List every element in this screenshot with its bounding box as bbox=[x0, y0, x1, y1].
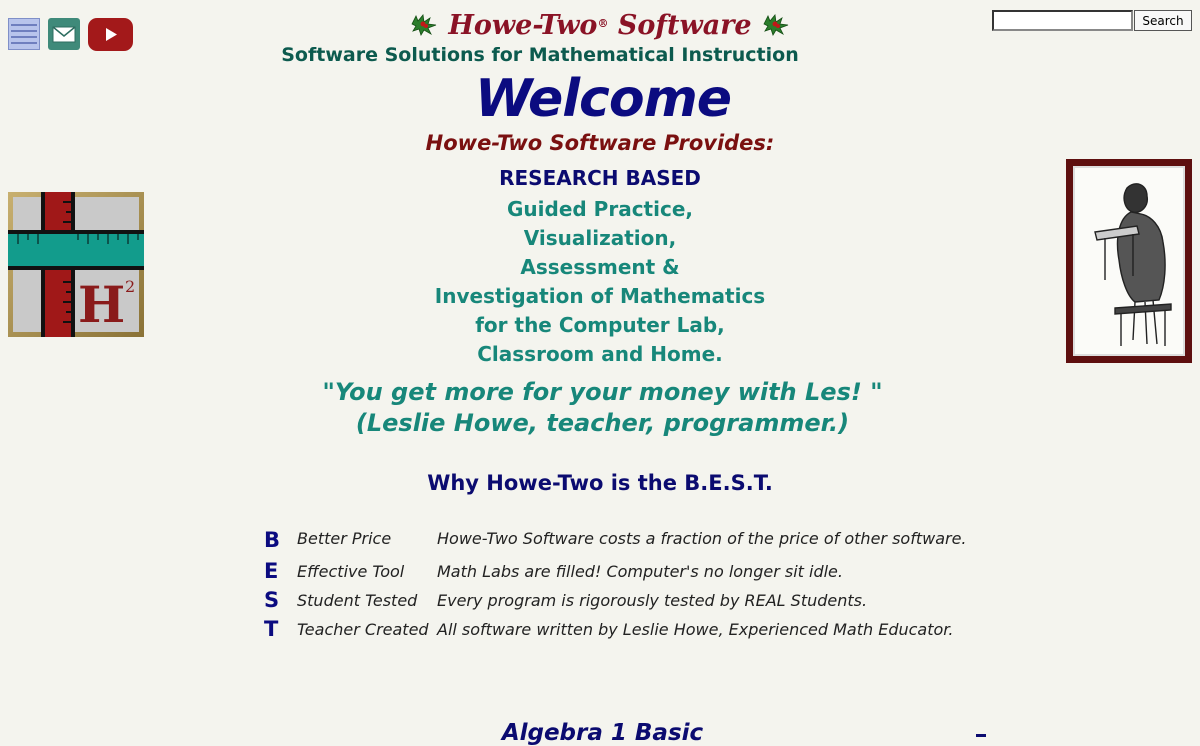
quote-attribution: (Leslie Howe, teacher, programmer.) bbox=[355, 409, 850, 437]
quote-line: "You get more for your money with Les! " bbox=[322, 378, 883, 406]
logo-exponent: 2 bbox=[125, 277, 136, 296]
feature-item: for the Computer Lab, bbox=[475, 313, 725, 337]
search-button[interactable]: Search bbox=[1134, 10, 1192, 31]
best-heading: Why Howe-Two is the B.E.S.T. bbox=[427, 471, 773, 495]
best-term: Teacher Created bbox=[297, 620, 429, 639]
best-row bbox=[0, 617, 1200, 645]
illustration-mat bbox=[1073, 166, 1185, 356]
best-description: All software written by Leslie Howe, Experienced Math Educator. bbox=[437, 620, 954, 639]
best-term: Student Tested bbox=[297, 591, 418, 610]
framed-illustration bbox=[1066, 159, 1192, 363]
best-description: Howe-Two Software costs a fraction of the price of other software. bbox=[437, 529, 967, 548]
best-term: Effective Tool bbox=[297, 562, 405, 581]
best-row bbox=[0, 559, 1200, 587]
best-letter: S bbox=[264, 588, 280, 612]
best-letter: B bbox=[264, 528, 281, 552]
best-row bbox=[0, 528, 1200, 556]
student-at-desk-illustration bbox=[1075, 168, 1183, 354]
algebra-section-heading[interactable]: Algebra 1 Basic bbox=[501, 720, 704, 746]
logo-letter: H bbox=[78, 275, 126, 334]
howe-two-logo[interactable] bbox=[8, 192, 144, 337]
brand-title bbox=[0, 8, 1200, 44]
registered-mark: ® bbox=[597, 17, 609, 30]
testimonial-quote bbox=[0, 377, 1200, 439]
best-row bbox=[0, 588, 1200, 616]
tagline: Software Solutions for Mathematical Instruction bbox=[281, 44, 799, 66]
best-letter: E bbox=[264, 559, 279, 583]
research-based-label: RESEARCH BASED bbox=[499, 166, 701, 190]
dash-mark bbox=[976, 734, 986, 737]
feature-item: Guided Practice, bbox=[507, 197, 693, 221]
feature-item: Visualization, bbox=[523, 226, 677, 250]
logo-graphic bbox=[8, 192, 144, 337]
feature-item: Classroom and Home. bbox=[477, 342, 723, 366]
best-letter: T bbox=[264, 617, 279, 641]
provides-heading: Howe-Two Software Provides: bbox=[425, 131, 775, 155]
brand-suffix: Software bbox=[617, 10, 752, 41]
feature-item: Investigation of Mathematics bbox=[434, 284, 766, 308]
best-term: Better Price bbox=[297, 529, 392, 548]
best-description: Every program is rigorously tested by REAL Students. bbox=[437, 591, 868, 610]
holly-icon bbox=[762, 12, 790, 36]
feature-item: Assessment & bbox=[520, 255, 680, 279]
best-description: Math Labs are filled! Computer's no longer sit idle. bbox=[437, 562, 843, 581]
welcome-title: Welcome bbox=[474, 69, 732, 129]
features-list bbox=[0, 195, 1200, 369]
brand-name: Howe-Two bbox=[448, 10, 598, 41]
holly-icon bbox=[410, 12, 438, 36]
